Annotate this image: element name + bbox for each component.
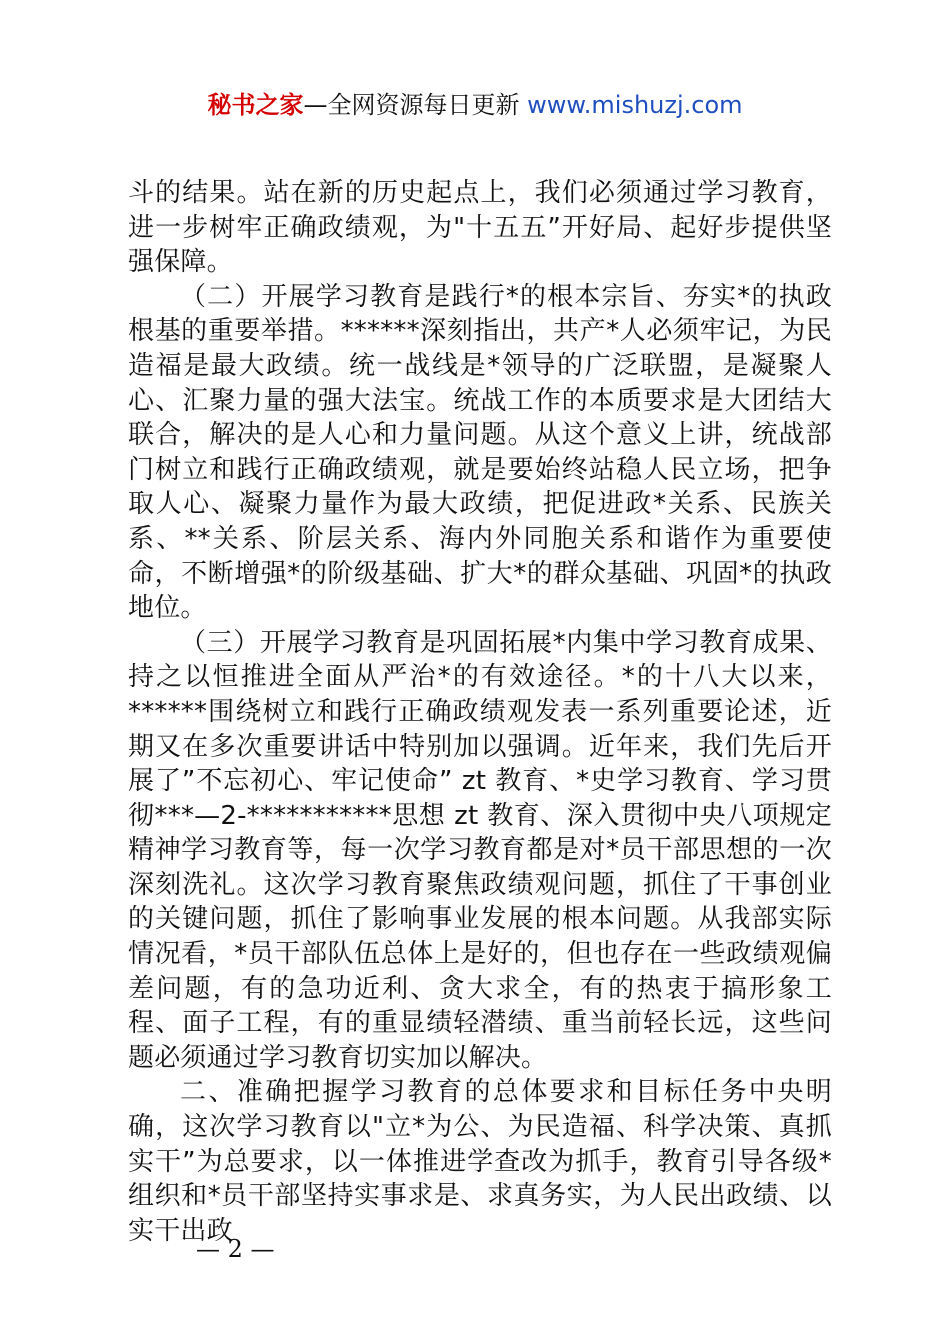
paragraph-continuation: 斗的结果。站在新的历史起点上，我们必须通过学习教育，进一步树牢正确政绩观，为"十五五”开好局、起好步提供坚强保障。 bbox=[128, 178, 832, 278]
site-header bbox=[0, 88, 950, 122]
paragraph-section-2: （二）开展学习教育是践行*的根本宗旨、夯实*的执政根基的重要举措。******深刻指出，共产*人必须牢记，为民造福是最大政绩。统一战线是*领导的广泛联盟，是凝聚人心、汇聚力量的强大法宝。统战工作的本质要求是大团结大联合，解决的是人心和力量问题。从这个意义上讲，统战部门树立和践行正确政绩观，就是要始终站稳人民立场，把争取人心、凝聚力量作为最大政绩，把促进政*关系、民族关系、**关系、阶层关系、海内外同胞关系和谐作为重要使命，不断增强*的阶级基础、扩大*的群众基础、巩固*的执政地位。 bbox=[128, 281, 832, 624]
document-body bbox=[128, 176, 832, 1248]
paragraph-section-3: （三）开展学习教育是巩固拓展*内集中学习教育成果、持之以恒推进全面从严治*的有效途径。*的十八大以来，******围绕树立和践行正确政绩观发表一系列重要论述，近期又在多次重要讲话中特别加以强调。近年来，我们先后开展了”不忘初心、牢记使命” zt 教育、*史学习教育、学习贯彻***—2-***********思想 zt 教育、深入贯彻中央八项规定精神学习教育等，每一次学习教育都是对*员干部思想的一次深刻洗礼。这次学习教育聚焦政绩观问题，抓住了干事创业的关键问题，抓住了影响事业发展的根本问题。从我部实际情况看，*员干部队伍总体上是好的，但也存在一些政绩观偏差问题，有的急功近利、贪大求全，有的热衷于搞形象工程、面子工程，有的重显绩轻潜绩、重当前轻长远，这些问题必须通过学习教育切实加以解决。 bbox=[128, 627, 832, 1073]
site-url-link[interactable]: www.mishuzj.com bbox=[527, 91, 743, 119]
page-number: — 2 — bbox=[196, 1235, 275, 1263]
site-tagline: —全网资源每日更新 bbox=[303, 91, 520, 119]
paragraph-heading-2: 二、准确把握学习教育的总体要求和目标任务中央明确，这次学习教育以"立*为公、为民造福、科学决策、真抓实干”为总要求，以一体推进学查改为抓手，教育引导各级*组织和*员干部坚持实事求是、求真务实，为人民出政绩、以实干出政 bbox=[128, 1077, 832, 1246]
site-brand: 秘书之家 bbox=[207, 91, 304, 119]
